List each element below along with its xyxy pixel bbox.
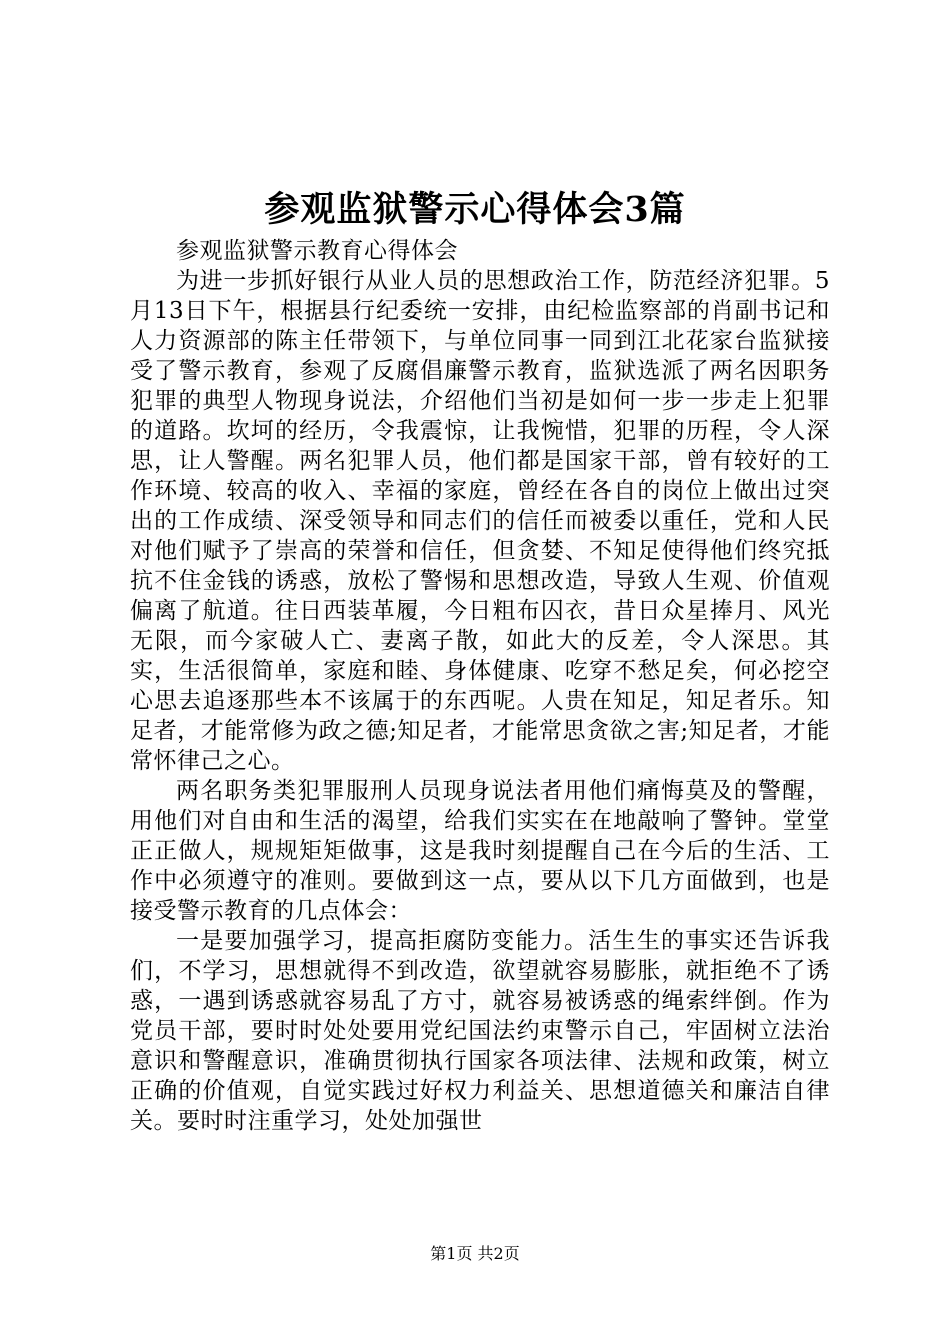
paragraph-2: 两名职务类犯罪服刑人员现身说法者用他们痛悔莫及的警醒，用他们对自由和生活的渴望，给我们实实在在地敲响了警钟。堂堂正正做人，规规矩矩做事，这是我时刻提醒自己在今后的生活、工作中必须遵守的准则。要做到这一点，要从以下几方面做到，也是接受警示教育的几点体会：: [130, 778, 830, 924]
paragraph-1: 为进一步抓好银行从业人员的思想政治工作，防范经济犯罪。5月13日下午，根据县行纪委统一安排，由纪检监察部的肖副书记和人力资源部的陈主任带领下，与单位同事一同到江北花家台监狱接受了警示教育，参观了反腐倡廉警示教育，监狱选派了两名因职务犯罪的典型人物现身说法，介绍他们当初是如何一步一步走上犯罪的道路。坎坷的经历，令我震惊，让我惋惜，犯罪的历程，令人深思，让人警醒。两名犯罪人员，他们都是国家干部，曾有较好的工作环境、较高的收入、幸福的家庭，曾经在各自的岗位上做出过突出的工作成绩、深受领导和同志们的信任而被委以重任，党和人民对他们赋予了崇高的荣誉和信任，但贪婪、不知足使得他们终究抵抗不住金钱的诱惑，放松了警惕和思想改造，导致人生观、价值观偏离了航道。往日西装革履，今日粗布囚衣，昔日众星捧月、风光无限，而今家破人亡、妻离子散，如此大的反差，令人深思。其实，生活很简单，家庭和睦、身体健康、吃穿不愁足矣，何必挖空心思去追逐那些本不该属于的东西呢。人贵在知足，知足者乐。知足者，才能常修为政之德;知足者，才能常思贪欲之害;知足者，才能常怀律己之心。: [130, 268, 830, 774]
document-title: 参观监狱警示心得体会3篇: [264, 189, 686, 230]
paragraph-subtitle: 参观监狱警示教育心得体会: [176, 238, 458, 264]
document-body: [130, 236, 830, 1136]
page-number-footer: 第1页 共2页: [430, 1244, 520, 1263]
paragraph-3: 一是要加强学习，提高拒腐防变能力。活生生的事实还告诉我们，不学习，思想就得不到改造，欲望就容易膨胀，就拒绝不了诱惑，一遇到诱惑就容易乱了方寸，就容易被诱惑的绳索绊倒。作为党员干部，要时时处处要用党纪国法约束警示自己，牢固树立法治意识和警醒意识，准确贯彻执行国家各项法律、法规和政策，树立正确的价值观，自觉实践过好权力利益关、思想道德关和廉洁自律关。要时时注重学习，处处加强世: [130, 928, 830, 1134]
